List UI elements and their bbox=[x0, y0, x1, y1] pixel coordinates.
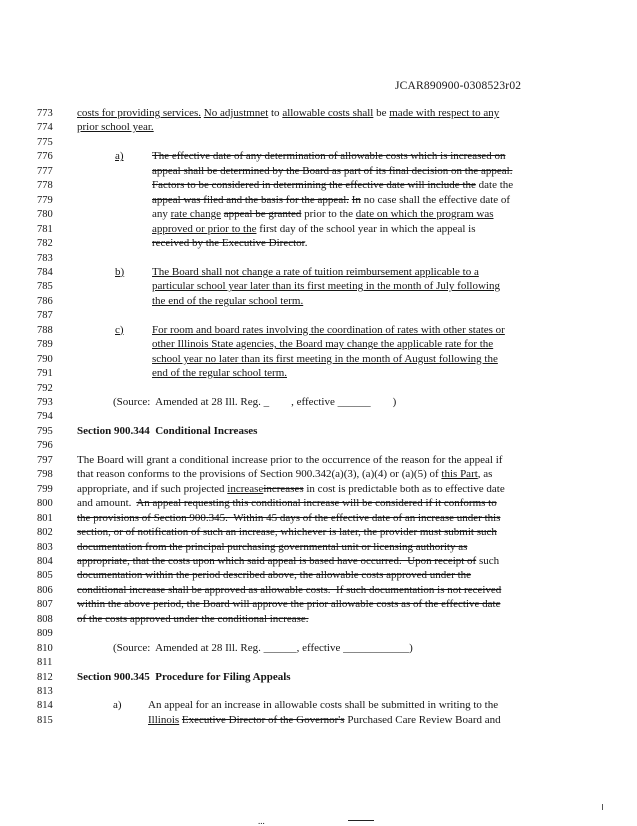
deleted-text: documentation from the principal purchasing governmental unit or licensing authority as bbox=[77, 540, 468, 553]
text-line bbox=[152, 223, 476, 236]
text-line bbox=[152, 324, 505, 337]
line-number: 803 bbox=[37, 541, 53, 553]
line-number: 778 bbox=[37, 180, 53, 192]
inserted-text: this Part bbox=[441, 468, 478, 481]
inserted-text: No adjustmnet bbox=[203, 107, 269, 119]
text-segment: . bbox=[304, 237, 308, 250]
text-segment: The Board will grant a conditional increase prior to the occurrence of the reason for the appeal if bbox=[77, 453, 503, 466]
inserted-text: made with respect to any bbox=[389, 107, 500, 119]
deleted-text: appeal was filed and the basis for the appeal. bbox=[152, 193, 350, 206]
line-number: 781 bbox=[37, 223, 53, 235]
line-number: 789 bbox=[37, 339, 53, 351]
inserted-text: prior school year. bbox=[77, 121, 154, 134]
text-line bbox=[152, 179, 513, 192]
text-segment: any bbox=[152, 208, 171, 221]
line-number: 782 bbox=[37, 238, 53, 250]
text-segment: (Source: Amended at 28 Ill. Reg. ______, effective ____________) bbox=[113, 641, 413, 654]
text-line bbox=[148, 714, 501, 727]
line-number: 780 bbox=[37, 209, 53, 221]
line-number: 792 bbox=[37, 382, 53, 394]
line-number: 773 bbox=[37, 108, 53, 119]
deleted-text: The effective date of any determination of allowable costs which is increased on bbox=[152, 150, 506, 163]
inserted-text: costs for providing services. bbox=[77, 107, 202, 119]
footer-dots: ... bbox=[258, 816, 265, 826]
line-number: 790 bbox=[37, 353, 53, 365]
text-line bbox=[152, 150, 506, 163]
line-number: 775 bbox=[37, 136, 53, 148]
deleted-text: conditional increase shall be approved as allowable costs. If such documentation is not received bbox=[77, 583, 502, 596]
text-segment: to bbox=[268, 107, 283, 119]
line-number: 808 bbox=[37, 613, 53, 625]
inserted-text: rate change bbox=[170, 208, 222, 221]
section-heading: Section 900.345 Procedure for Filing Appeals bbox=[77, 670, 291, 683]
line-number: 793 bbox=[37, 397, 53, 408]
line-number: 796 bbox=[37, 440, 53, 452]
document-code: JCAR890900-0308523r02 bbox=[395, 80, 522, 92]
line-number: 797 bbox=[37, 454, 53, 466]
text-line bbox=[77, 483, 505, 496]
text-segment: (Source: Amended at 28 Ill. Reg. _ , effective ______ ) bbox=[113, 396, 397, 408]
text-line bbox=[77, 468, 492, 481]
line-number: 779 bbox=[37, 194, 53, 206]
inserted-text: For room and board rates involving the coordination of rates with other states or bbox=[152, 323, 505, 336]
line-number: 804 bbox=[37, 555, 53, 567]
inserted-text: increase bbox=[227, 482, 264, 495]
text-line bbox=[77, 497, 497, 510]
line-number: 802 bbox=[37, 527, 53, 539]
inserted-text: approved or prior to the bbox=[152, 222, 257, 235]
text-line bbox=[77, 512, 500, 525]
deleted-text: increases bbox=[263, 482, 304, 495]
text-segment: , as bbox=[477, 468, 493, 481]
deleted-text: Factors to be considered in determining the effective date will include the bbox=[152, 179, 476, 192]
line-number: 788 bbox=[37, 324, 53, 336]
inserted-text: school year no later than its first meeting in the month of August following the bbox=[152, 352, 498, 365]
inserted-text: the end of the regular school term. bbox=[152, 294, 304, 307]
text-line bbox=[152, 165, 512, 178]
scan-mark bbox=[602, 804, 609, 810]
deleted-text: An appeal requesting this conditional increase will be considered if it conforms to bbox=[136, 497, 497, 510]
line-number: 786 bbox=[37, 295, 53, 307]
text-segment: date the bbox=[475, 179, 514, 192]
deleted-text: section, or of notification of such an increase, whichever is later, the provider must submit such bbox=[77, 526, 497, 539]
text-line bbox=[152, 266, 479, 279]
text-line bbox=[77, 569, 471, 582]
text-line bbox=[152, 295, 303, 308]
line-number: 776 bbox=[37, 151, 53, 163]
subsection-label: b) bbox=[115, 265, 125, 278]
line-number: 785 bbox=[37, 281, 53, 293]
line-number: 811 bbox=[37, 657, 53, 669]
text-segment: and amount. bbox=[77, 497, 137, 510]
deleted-text: appropriate, that the costs upon which said appeal is based have occurred. Upon receipt of bbox=[77, 554, 477, 567]
text-line bbox=[77, 454, 502, 467]
inserted-text: allowable costs shall bbox=[282, 107, 374, 119]
deleted-text: In bbox=[351, 193, 361, 206]
text-line bbox=[148, 699, 498, 712]
line-number: 798 bbox=[37, 469, 53, 481]
deleted-text: of the costs approved under the conditional increase. bbox=[77, 612, 309, 625]
line-number: 813 bbox=[37, 686, 53, 697]
text-line bbox=[77, 584, 501, 597]
line-number: 809 bbox=[37, 628, 53, 640]
deleted-text: Executive Director of the Governor's bbox=[181, 713, 345, 726]
deleted-text: documentation within the period described above, the allowable costs approved under the bbox=[77, 569, 472, 582]
text-line bbox=[77, 121, 154, 134]
text-line bbox=[77, 671, 291, 684]
line-number: 800 bbox=[37, 498, 53, 510]
line-number: 774 bbox=[37, 122, 53, 134]
text-line bbox=[77, 555, 499, 568]
text-line bbox=[152, 208, 494, 221]
text-line bbox=[77, 526, 497, 539]
text-segment: in cost is predictable both as to effective date bbox=[303, 482, 505, 495]
text-segment: An appeal for an increase in allowable costs shall be submitted in writing to the bbox=[148, 699, 499, 712]
inserted-text: The Board shall not change a rate of tuition reimbursement applicable to a bbox=[152, 265, 479, 278]
line-number: 795 bbox=[37, 425, 53, 437]
text-line bbox=[152, 353, 498, 366]
text-line bbox=[77, 613, 309, 626]
line-number: 812 bbox=[37, 671, 53, 683]
line-number: 801 bbox=[37, 512, 53, 524]
deleted-text: the provisions of Section 900.345. Within 45 days of the effective date of an increase under this bbox=[77, 511, 501, 524]
line-number: 805 bbox=[37, 570, 53, 582]
line-number: 784 bbox=[37, 266, 53, 278]
subsection-label: c) bbox=[115, 323, 124, 336]
deleted-text: received by the Executive Director bbox=[152, 237, 305, 250]
inserted-text: particular school year later than its first meeting in the month of July following bbox=[152, 280, 500, 293]
text-line bbox=[152, 338, 493, 351]
section-heading: Section 900.344 Conditional Increases bbox=[77, 424, 258, 437]
text-line bbox=[152, 194, 510, 207]
text-line bbox=[152, 367, 287, 380]
text-line bbox=[77, 598, 500, 611]
inserted-text: Illinois bbox=[148, 713, 180, 726]
line-number: 791 bbox=[37, 368, 53, 380]
text-segment: Purchased Care Review Board and bbox=[344, 713, 501, 726]
line-number: 777 bbox=[37, 165, 53, 177]
line-number: 807 bbox=[37, 599, 53, 611]
text-segment: no case shall the effective date of bbox=[360, 193, 511, 206]
subsection-label: a) bbox=[113, 699, 122, 712]
text-line bbox=[113, 642, 413, 655]
footer-rule bbox=[348, 820, 374, 821]
deleted-text: within the above period, the Board will approve the prior allowable costs as of the effective date bbox=[77, 598, 501, 611]
line-number: 814 bbox=[37, 700, 53, 712]
line-number: 783 bbox=[37, 252, 53, 264]
inserted-text: end of the regular school term. bbox=[152, 367, 288, 380]
inserted-text: other Illinois State agencies, the Board may change the applicable rate for the bbox=[152, 338, 494, 351]
deleted-text: appeal be granted bbox=[223, 208, 302, 221]
line-number: 810 bbox=[37, 642, 53, 654]
text-line bbox=[77, 425, 257, 438]
text-line bbox=[77, 107, 499, 120]
text-segment: prior to the bbox=[301, 208, 356, 221]
text-segment: that reason conforms to the provisions of Section 900.342(a)(3), (a)(4) or (a)(5) of bbox=[77, 468, 442, 481]
line-number: 815 bbox=[37, 714, 53, 726]
text-line bbox=[152, 237, 307, 250]
text-segment: such bbox=[476, 554, 500, 567]
text-line bbox=[113, 396, 396, 409]
text-segment: be bbox=[373, 107, 390, 119]
text-line bbox=[77, 541, 467, 554]
inserted-text: date on which the program was bbox=[355, 208, 494, 221]
line-number: 794 bbox=[37, 411, 53, 423]
text-segment: appropriate, and if such projected bbox=[77, 482, 228, 495]
line-number: 806 bbox=[37, 584, 53, 596]
line-number: 799 bbox=[37, 483, 53, 495]
text-line bbox=[152, 280, 500, 293]
text-segment: first day of the school year in which the appeal is bbox=[256, 222, 476, 235]
deleted-text: appeal shall be determined by the Board as part of its final decision on the appeal. bbox=[152, 164, 513, 177]
subsection-label: a) bbox=[115, 150, 124, 163]
line-number: 787 bbox=[37, 310, 53, 322]
